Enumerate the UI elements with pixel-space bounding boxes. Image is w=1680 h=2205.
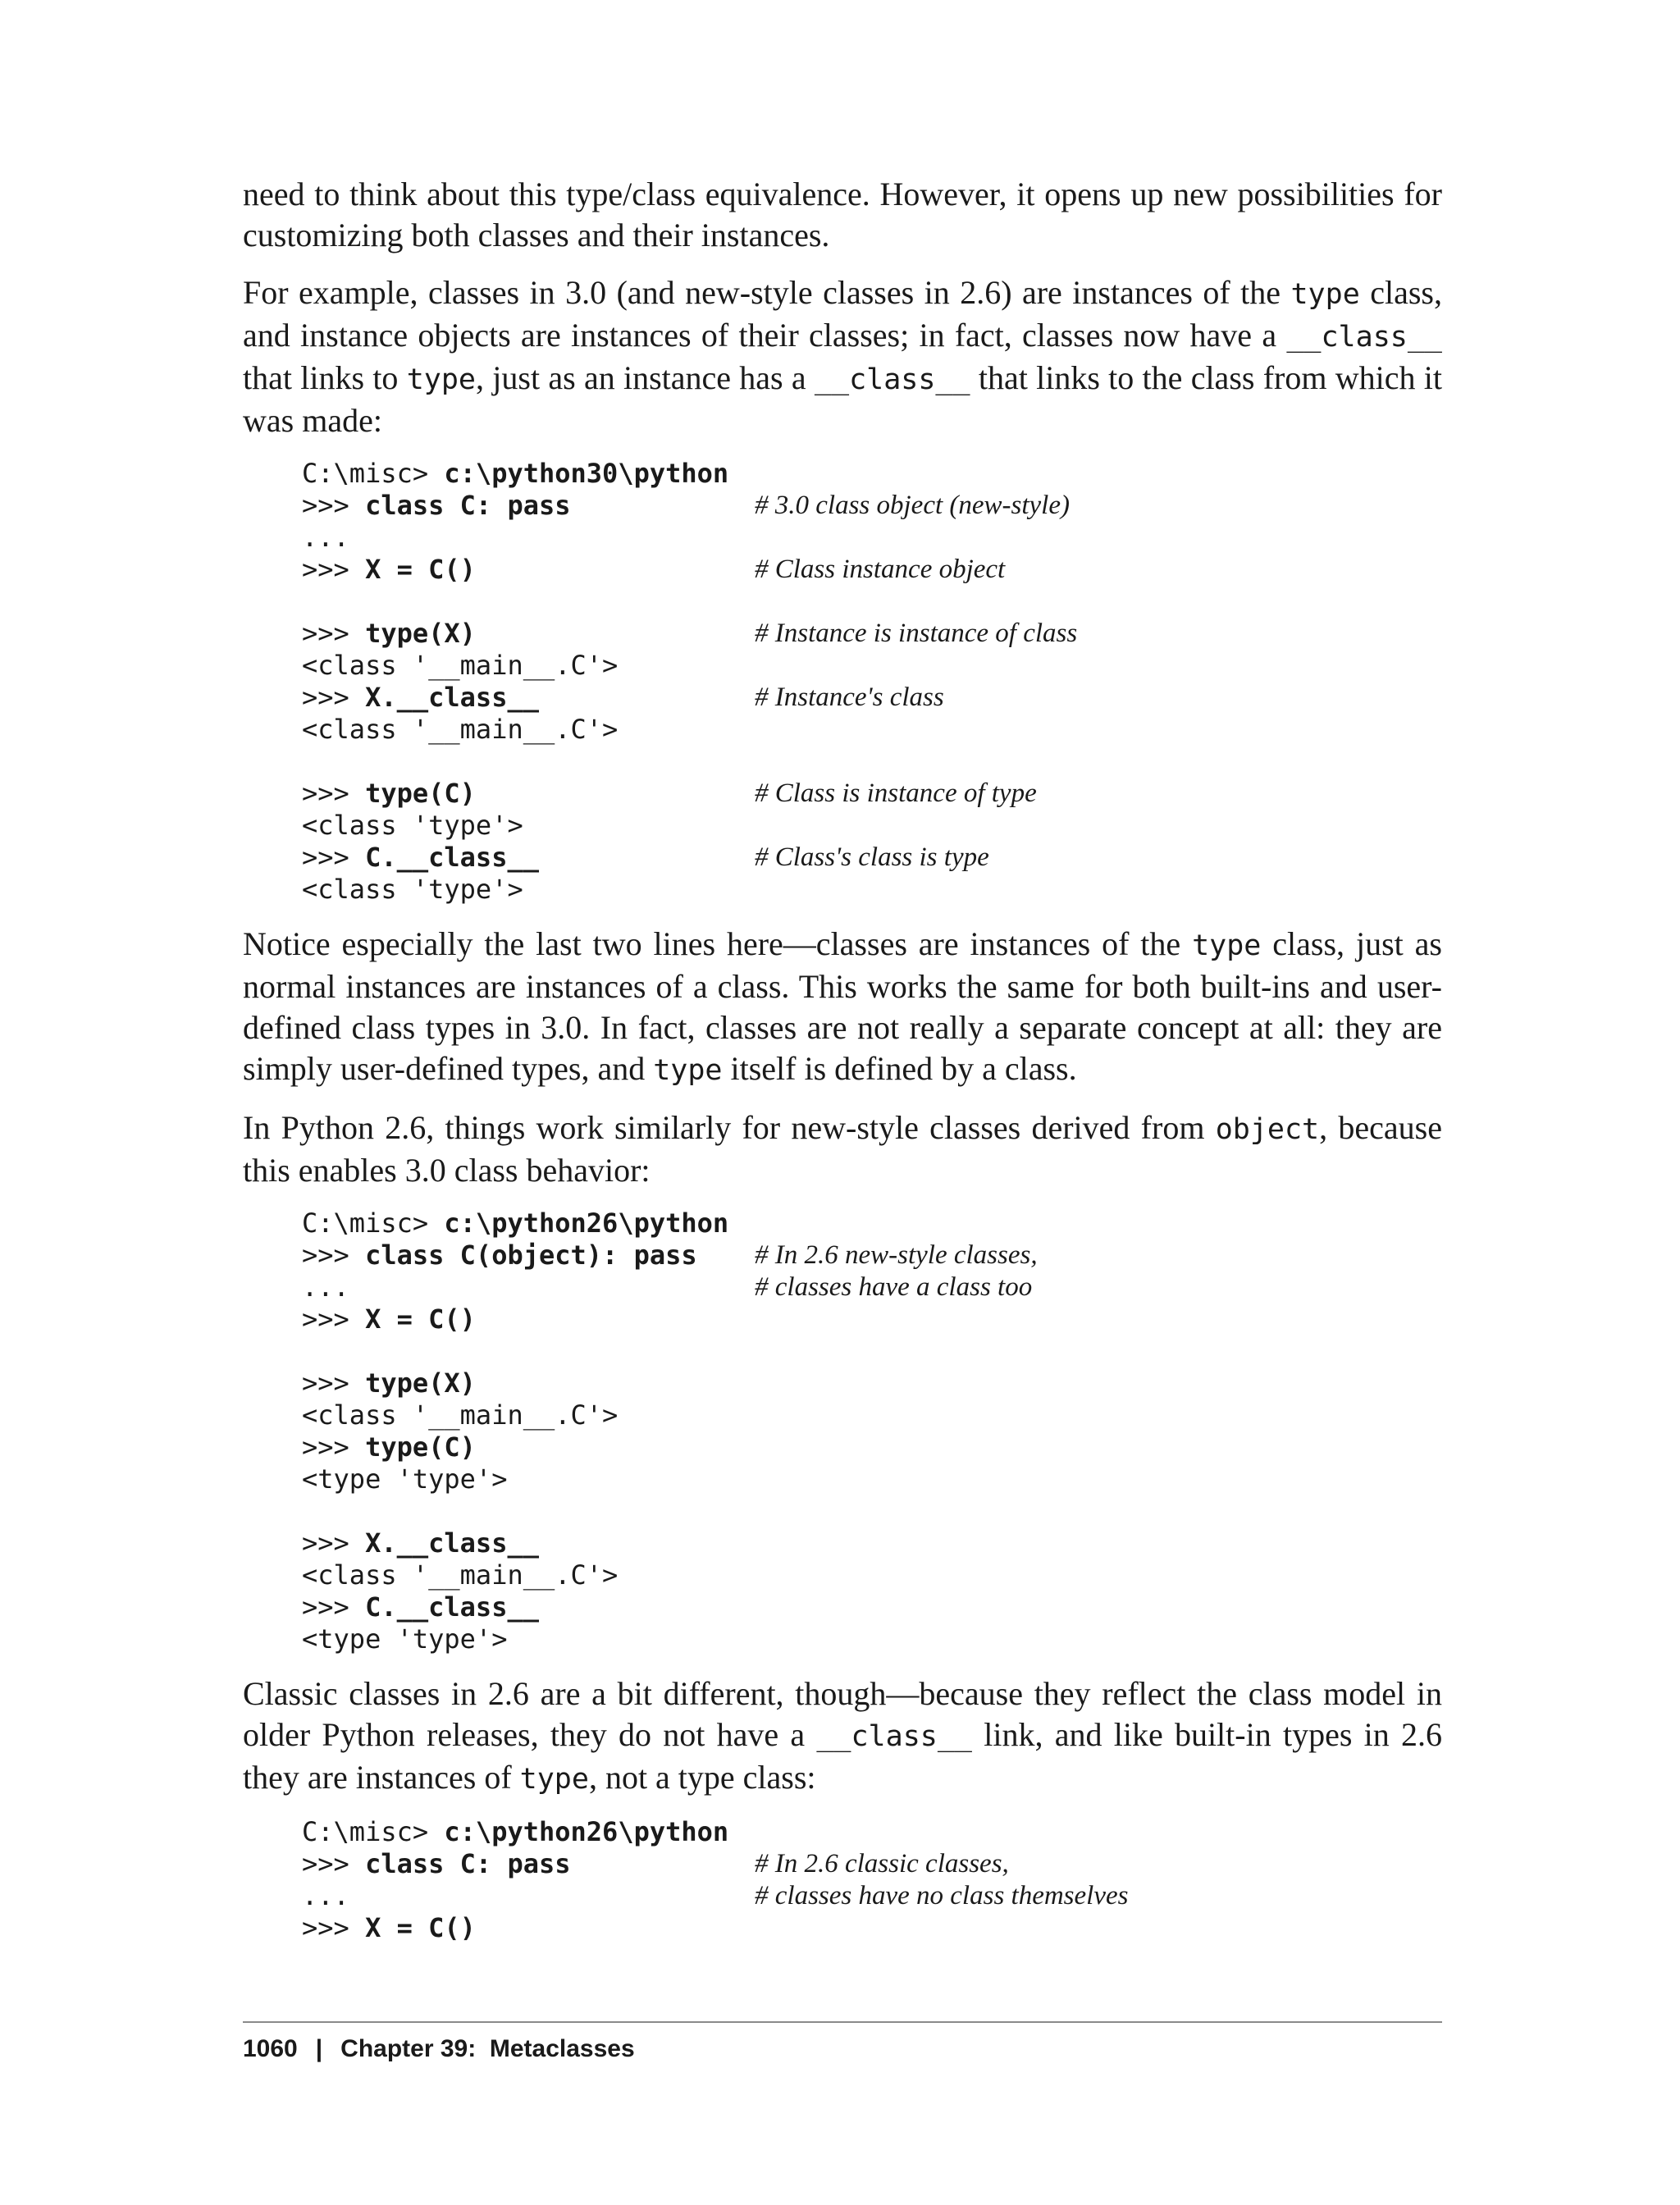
code-text xyxy=(302,842,755,874)
code-text xyxy=(302,1463,755,1495)
code-command: type(X) xyxy=(365,618,476,649)
code-text xyxy=(302,1208,755,1239)
inline-code: __class__ xyxy=(814,363,970,396)
code-command: type(C) xyxy=(365,778,476,809)
code-prompt: C:\misc> xyxy=(302,1208,445,1239)
code-blank-line xyxy=(302,1495,1442,1527)
code-command: X = C() xyxy=(365,1912,476,1943)
text-run: that links to the class from which it was made: xyxy=(243,359,1443,439)
code-line xyxy=(302,1303,1442,1335)
code-comment: # Instance's class xyxy=(755,682,944,712)
paragraph-2 xyxy=(243,272,1442,441)
code-block-2 xyxy=(302,1208,1442,1655)
code-text xyxy=(302,1912,755,1944)
code-prompt: >>> xyxy=(302,618,366,649)
inline-code: type xyxy=(653,1054,723,1087)
code-comment: # In 2.6 classic classes, xyxy=(755,1849,1009,1879)
code-text xyxy=(302,554,755,586)
code-prompt: ... xyxy=(302,1880,349,1911)
code-text xyxy=(302,522,755,554)
paragraph-3 xyxy=(243,924,1442,1091)
code-line xyxy=(302,1431,1442,1463)
page-number: 1060 xyxy=(243,2035,298,2062)
code-prompt: >>> xyxy=(302,1239,366,1271)
text-run: class, just as normal instances are instances of a class. This works the same for both built-ins and user-defined class types in 3.0. In fact, classes are not really a separate concept at all: they are simply user-defined types, and xyxy=(243,925,1442,1087)
code-line xyxy=(302,842,1442,874)
code-text xyxy=(302,810,755,842)
code-blank-line xyxy=(302,1335,1442,1367)
code-comment: # Class is instance of type xyxy=(755,778,1037,808)
code-text xyxy=(302,650,755,682)
text-run: that links to xyxy=(243,359,407,396)
code-command: type(C) xyxy=(365,1431,476,1463)
code-text xyxy=(302,1367,755,1399)
code-line xyxy=(302,1367,1442,1399)
code-comment: # Class instance object xyxy=(755,555,1006,584)
code-prompt: >>> xyxy=(302,1527,366,1559)
code-command: class C: pass xyxy=(365,490,571,521)
code-text xyxy=(302,1880,755,1912)
code-line xyxy=(302,1912,1442,1944)
code-text xyxy=(302,1239,755,1271)
code-command: X.__class__ xyxy=(365,1527,539,1559)
code-prompt: <class 'type'> xyxy=(302,874,523,905)
code-text xyxy=(302,1816,755,1848)
code-prompt: <class '__main__.C'> xyxy=(302,714,619,745)
code-blank-line xyxy=(302,746,1442,778)
code-line xyxy=(302,1623,1442,1655)
code-text xyxy=(302,1527,755,1559)
code-text xyxy=(302,1559,755,1591)
code-block-3 xyxy=(302,1816,1442,1944)
code-line xyxy=(302,1848,1442,1880)
page-footer xyxy=(243,2033,635,2066)
code-command: class C(object): pass xyxy=(365,1239,697,1271)
code-text xyxy=(302,1431,755,1463)
code-line xyxy=(302,714,1442,746)
code-prompt: <type 'type'> xyxy=(302,1623,508,1655)
code-text xyxy=(302,458,755,490)
inline-code: __class__ xyxy=(1286,321,1442,354)
paragraph-5 xyxy=(243,1673,1442,1800)
code-text xyxy=(302,1623,755,1655)
code-prompt: >>> xyxy=(302,1303,366,1335)
code-line xyxy=(302,554,1442,586)
code-text xyxy=(302,714,755,746)
code-text xyxy=(302,1399,755,1431)
inline-code: __class__ xyxy=(816,1720,972,1753)
code-block-1 xyxy=(302,458,1442,906)
inline-code: object xyxy=(1215,1113,1320,1146)
code-comment: # Class's class is type xyxy=(755,842,989,872)
inline-code: type xyxy=(1192,929,1262,962)
code-line xyxy=(302,458,1442,490)
code-command: c:\python26\python xyxy=(444,1208,729,1239)
text-run: , because this enables 3.0 class behavior: xyxy=(243,1109,1442,1189)
code-comment: # classes have no class themselves xyxy=(755,1881,1129,1911)
text-run: , just as an instance has a xyxy=(476,359,815,396)
inline-code: type xyxy=(1290,278,1360,311)
code-line xyxy=(302,874,1442,906)
code-line xyxy=(302,1239,1442,1271)
text-run: link, and like built-in types in 2.6 they are instances of xyxy=(243,1716,1443,1796)
code-command: X = C() xyxy=(365,554,476,585)
code-text xyxy=(302,1848,755,1880)
code-prompt: >>> xyxy=(302,554,366,585)
code-line xyxy=(302,1208,1442,1239)
code-line xyxy=(302,1880,1442,1912)
code-prompt: <class '__main__.C'> xyxy=(302,1559,619,1591)
paragraph-1 xyxy=(243,174,1442,256)
code-prompt: >>> xyxy=(302,1591,366,1623)
footer-rule xyxy=(243,2021,1442,2023)
code-prompt: <class '__main__.C'> xyxy=(302,650,619,681)
code-line xyxy=(302,618,1442,650)
code-prompt: <class '__main__.C'> xyxy=(302,1399,619,1431)
code-text xyxy=(302,490,755,522)
code-line xyxy=(302,1271,1442,1303)
code-prompt: ... xyxy=(302,522,349,553)
code-line xyxy=(302,810,1442,842)
chapter-title: Chapter 39: Metaclasses xyxy=(340,2035,635,2062)
code-command: C.__class__ xyxy=(365,1591,539,1623)
text-run: , not a type class: xyxy=(588,1759,816,1796)
code-line xyxy=(302,1591,1442,1623)
code-prompt: <type 'type'> xyxy=(302,1463,508,1495)
text-run: Notice especially the last two lines here—classes are instances of the xyxy=(243,925,1193,962)
code-line xyxy=(302,682,1442,714)
text-run: Classic classes in 2.6 are a bit different, though—because they reflect the class model in older Python releases, they do not have a xyxy=(243,1675,1442,1753)
inline-code: type xyxy=(519,1763,589,1796)
code-blank-line xyxy=(302,586,1442,618)
code-text xyxy=(302,1271,755,1303)
code-line xyxy=(302,1399,1442,1431)
code-prompt: >>> xyxy=(302,1848,366,1879)
text-run: itself is defined by a class. xyxy=(722,1050,1077,1087)
code-prompt: >>> xyxy=(302,682,366,713)
code-command: C.__class__ xyxy=(365,842,539,873)
code-prompt: <class 'type'> xyxy=(302,810,523,841)
code-prompt: >>> xyxy=(302,842,366,873)
code-line xyxy=(302,778,1442,810)
text-run: For example, classes in 3.0 (and new-style classes in 2.6) are instances of the xyxy=(243,274,1291,311)
code-comment: # classes have a class too xyxy=(755,1272,1033,1302)
code-prompt: >>> xyxy=(302,490,366,521)
code-line xyxy=(302,1527,1442,1559)
code-line xyxy=(302,490,1442,522)
code-line xyxy=(302,650,1442,682)
code-text xyxy=(302,874,755,906)
code-comment: # 3.0 class object (new-style) xyxy=(755,491,1070,520)
code-line xyxy=(302,1559,1442,1591)
code-command: X = C() xyxy=(365,1303,476,1335)
footer-separator: | xyxy=(315,2035,323,2062)
text-run: In Python 2.6, things work similarly for new-style classes derived from xyxy=(243,1109,1216,1146)
code-text xyxy=(302,618,755,650)
code-text xyxy=(302,778,755,810)
page-body xyxy=(243,174,1442,1962)
code-command: c:\python26\python xyxy=(444,1816,729,1847)
paragraph-4 xyxy=(243,1107,1442,1191)
code-text xyxy=(302,682,755,714)
code-line xyxy=(302,1816,1442,1848)
code-line xyxy=(302,522,1442,554)
text-run: class, and instance objects are instances of their classes; in fact, classes now have a xyxy=(243,274,1442,354)
code-text xyxy=(302,1591,755,1623)
code-prompt: >>> xyxy=(302,1912,366,1943)
code-comment: # In 2.6 new-style classes, xyxy=(755,1240,1038,1270)
code-text xyxy=(302,1303,755,1335)
code-line xyxy=(302,1463,1442,1495)
code-comment: # Instance is instance of class xyxy=(755,619,1078,648)
code-command: c:\python30\python xyxy=(444,458,729,489)
code-command: X.__class__ xyxy=(365,682,539,713)
code-prompt: >>> xyxy=(302,1367,366,1399)
code-prompt: >>> xyxy=(302,778,366,809)
code-prompt: >>> xyxy=(302,1431,366,1463)
code-command: type(X) xyxy=(365,1367,476,1399)
code-prompt: C:\misc> xyxy=(302,458,445,489)
code-prompt: ... xyxy=(302,1271,349,1303)
code-command: class C: pass xyxy=(365,1848,571,1879)
code-prompt: C:\misc> xyxy=(302,1816,445,1847)
paragraph-1-text: need to think about this type/class equivalence. However, it opens up new possibilities for customizing both classes and their instances. xyxy=(243,176,1442,253)
inline-code: type xyxy=(406,363,477,396)
